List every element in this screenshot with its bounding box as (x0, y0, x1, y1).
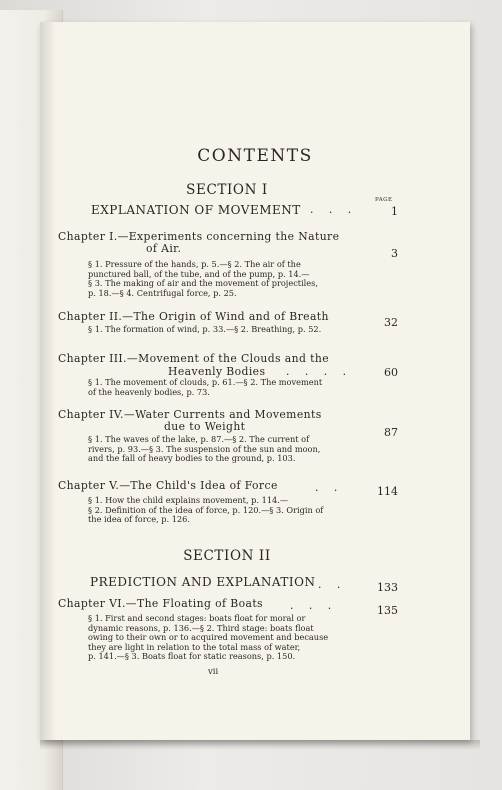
chapter-1-title: Chapter I.—Experiments concerning the Nature (58, 230, 340, 243)
page-gutter-shadow (40, 22, 56, 740)
chapter-5-synopsis: § 1. How the child explains movement, p. 114.— § 2. Definition of the idea of force, p. 120.—§ 3. Origin of the idea of force, p. 126. (88, 495, 324, 525)
page-bottom-shadow (40, 740, 480, 750)
chapter-6-title: Chapter VI.—The Floating of Boats (58, 597, 264, 610)
contents-title: CONTENTS (197, 146, 313, 166)
chapter-3-title: Chapter III.—Movement of the Clouds and the (58, 352, 330, 365)
section-2-page: 133 (377, 581, 398, 594)
book-page (40, 22, 470, 740)
chapter-2-page: 32 (384, 316, 398, 329)
page-column-label: PAGE (375, 197, 393, 203)
section-2-heading-leader: . . (318, 578, 347, 591)
chapter-1-page: 3 (391, 247, 398, 260)
chapter-4-title-cont: due to Weight (164, 420, 246, 433)
chapter-1-synopsis: § 1. Pressure of the hands, p. 5.—§ 2. The air of the punctured ball, of the tube, and of the pump, p. 14.— § 3. The making of air and the movement of projectiles, p. 18.—§ 4. Centrifugal force, p. 25. (88, 259, 318, 298)
chapter-4-synopsis: § 1. The waves of the lake, p. 87.—§ 2. The current of rivers, p. 93.—§ 3. The suspension of the sun and moon, and the fall of heavy bodies to the ground, p. 103. (88, 434, 321, 464)
chapter-4-title: Chapter IV.—Water Currents and Movements (58, 408, 322, 421)
section-1-page: 1 (391, 205, 398, 218)
chapter-3-leader: . . . . (286, 365, 353, 378)
chapter-6-leader: . . . (290, 599, 338, 612)
section-1-title: SECTION I (186, 182, 268, 198)
section-1-heading-leader: . . . (310, 203, 358, 216)
chapter-2-synopsis: § 1. The formation of wind, p. 33.—§ 2. Breathing, p. 52. (88, 324, 322, 334)
chapter-3-synopsis: § 1. The movement of clouds, p. 61.—§ 2. The movement of the heavenly bodies, p. 73. (88, 377, 323, 397)
section-1-heading: EXPLANATION OF MOVEMENT (91, 203, 301, 217)
chapter-2-title: Chapter II.—The Origin of Wind and of Breath (58, 310, 329, 323)
chapter-1-title-cont: of Air. (146, 242, 182, 255)
chapter-5-leader: . . (315, 481, 344, 494)
chapter-6-synopsis: § 1. First and second stages: boats float for moral or dynamic reasons, p. 136.—§ 2. Third stage: boats float owing to their own or to acquired movement and because they are light in relation to the total mass of water, p. 141.—§ 3. Boats float for static reasons, p. 150. (88, 613, 329, 662)
chapter-4-page: 87 (384, 426, 398, 439)
page-folio: vii (208, 667, 219, 677)
chapter-5-title: Chapter V.—The Child's Idea of Force (58, 479, 278, 492)
chapter-6-page: 135 (377, 604, 398, 617)
section-2-title: SECTION II (183, 548, 271, 564)
chapter-3-page: 60 (384, 366, 398, 379)
section-2-heading: PREDICTION AND EXPLANATION (90, 575, 316, 589)
chapter-3-title-cont: Heavenly Bodies (168, 365, 266, 378)
chapter-5-page: 114 (377, 485, 398, 498)
